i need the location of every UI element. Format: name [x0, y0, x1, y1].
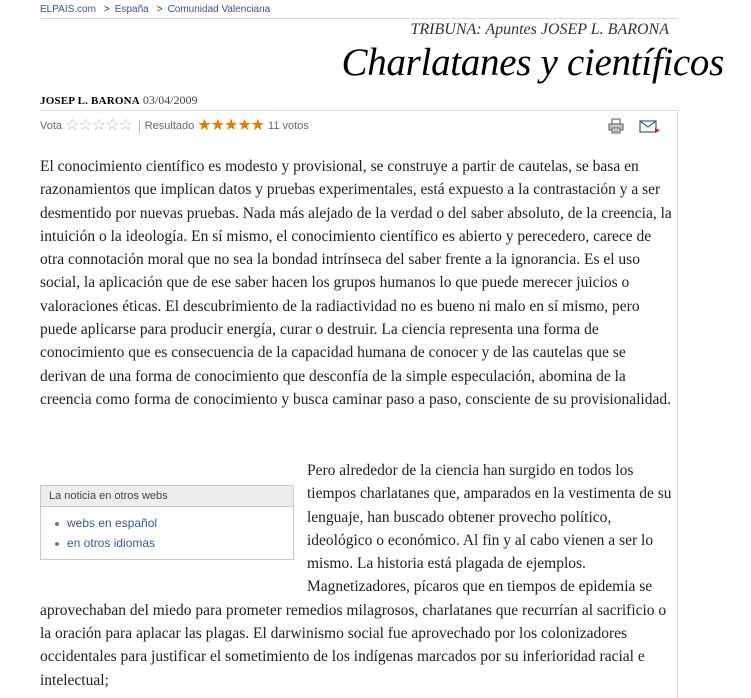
byline-divider: [40, 110, 678, 111]
bullet-icon: [55, 522, 59, 526]
vote-label: Vota: [40, 120, 63, 132]
section-label: TRIBUNA: Apuntes JOSEP L. BARONA: [410, 21, 669, 38]
related-webs-box: [40, 485, 294, 560]
printer-icon[interactable]: [608, 118, 624, 134]
column-divider: [677, 110, 678, 698]
bullet-icon: [55, 542, 59, 546]
publish-date: 03/04/2009: [142, 93, 198, 107]
article-paragraph-2: Pero alrededor de la ciencia han surgido en todos los tiempos charlatanes que, amparados en la vestimenta de su lenguaje, han buscado obtener provecho político, ideológico o económico. Al fin y al cabo vienen a ser lo mismo. La historia está plagada de ejemplos. Magnetizadores, pícaros que en tiempos de epidemia se aprovechaban del miedo para prometer remedios milagrosos, charlatanes que recurrían al sacrificio o la oración para aplacar las plagas. El darwinismo social fue aprovechado por los colonizadores occidentales para justificar el sometimiento de los indígenas marcados por su inferioridad racial e intelectual;: [40, 462, 672, 689]
author-name: JOSEP L. BARONA: [40, 95, 140, 107]
email-icon[interactable]: [639, 120, 661, 134]
related-webs-title: La noticia en otros webs: [41, 486, 293, 507]
breadcrumb-home-link[interactable]: ELPAIS.com: [40, 4, 96, 15]
top-divider: [40, 18, 678, 19]
breadcrumb-separator: >: [156, 4, 163, 15]
breadcrumb-separator: >: [103, 4, 110, 15]
related-link-other-languages[interactable]: [55, 533, 293, 553]
related-webs-list: [41, 513, 293, 553]
byline: [40, 93, 198, 108]
rating-separator: [139, 120, 140, 133]
related-link-label: webs en español: [67, 516, 158, 530]
result-stars: ★★★★★: [197, 117, 265, 134]
rating-bar: [40, 119, 309, 133]
vote-count: 11 votos: [268, 120, 309, 132]
breadcrumb-region-link[interactable]: Comunidad Valenciana: [167, 4, 271, 15]
related-link-spanish[interactable]: [55, 513, 293, 533]
article-title: Charlatanes y científicos: [341, 41, 724, 84]
related-link-label: en otros idiomas: [67, 536, 156, 550]
vote-stars[interactable]: ☆☆☆☆☆: [65, 117, 132, 134]
result-label: Resultado: [144, 120, 195, 132]
breadcrumb: [40, 4, 270, 15]
article-paragraph-1: El conocimiento científico es modesto y provisional, se construye a partir de cautelas, se basa en razonamientos que implican datos y pruebas experimentales, está expuesto a la contrastación y a ser desmentido por nuevas pruebas. Nada más alejado de la verdad o del saber absoluto, de la creencia, la intuición o la ideología. En sí mismo, el conocimiento científico es abierto y perecedero, carece de otra connotación moral que no sea la bondad intrínseca del saber frente a la ignorancia. Es el uso social, la aplicación que de ese saber hacen los grupos humanos lo que puede merecer juicios o valoraciones éticas. El descubrimiento de la radiactividad no es bueno ni malo en sí mismo, pero puede aplicarse para producir energía, curar o destruir. La ciencia representa una forma de conocimiento que es consecuencia de la capacidad humana de conocer y de las cautelas que se derivan de una forma de conocimiento que desconfía de la simple especulación, abomina de la creencia como forma de conocimiento y busca caminar paso a paso, consciente de su provisionalidad.: [40, 158, 672, 408]
breadcrumb-spain-link[interactable]: España: [114, 4, 149, 15]
